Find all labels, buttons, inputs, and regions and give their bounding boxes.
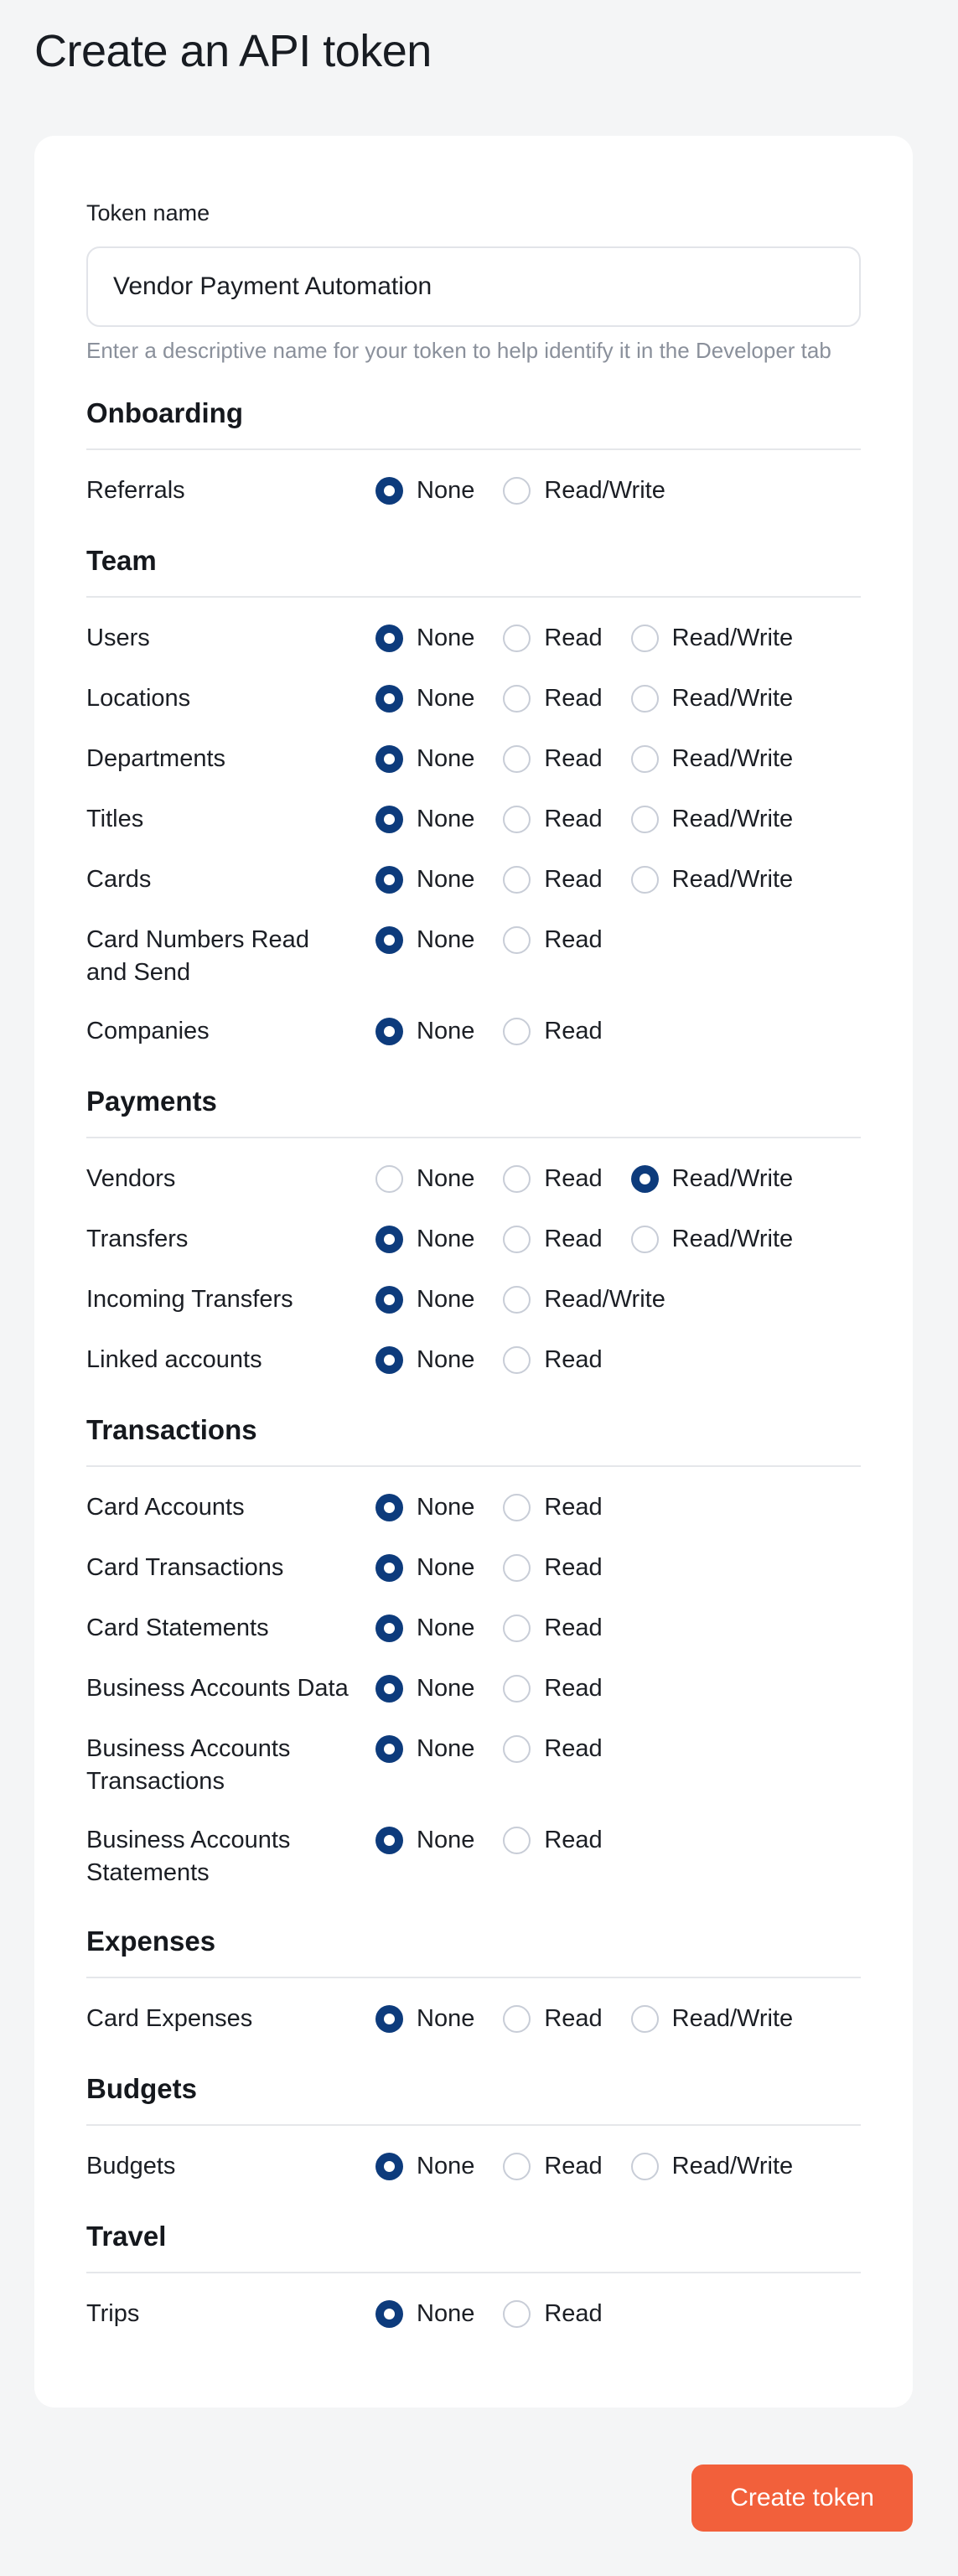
section-rows [86,1489,861,1889]
permission-options [375,1822,603,1858]
permission-option[interactable] [503,1552,602,1583]
token-name-input[interactable] [86,246,861,327]
radio-unselected-icon [503,1018,531,1045]
permission-option-label: None [417,1226,475,1252]
permission-row [86,740,861,777]
permission-row [86,680,861,717]
permission-options [375,921,603,958]
permission-row [86,472,861,509]
permission-option-label: Read [544,745,603,772]
permission-option-label: Read [544,866,603,893]
permission-sections [86,397,861,2332]
radio-selected-icon [375,1226,403,1253]
permission-option-label: None [417,926,475,953]
permission-option-label: Read [544,1827,603,1853]
permission-option-label: Read [544,1226,603,1252]
permission-options [375,1013,603,1050]
permission-option-label: Read/Write [544,477,665,504]
permission-row-label: Companies [86,1018,210,1044]
permission-option[interactable] [503,683,602,713]
permission-option[interactable] [503,2299,602,2329]
radio-selected-icon [631,1165,659,1193]
permission-option[interactable] [503,1164,602,1194]
permission-option[interactable] [375,744,474,774]
radio-selected-icon [375,2300,403,2328]
permission-row [86,2148,861,2185]
permission-option-label: None [417,2153,475,2179]
permission-row [86,861,861,898]
permission-row-label: Referrals [86,477,185,504]
permission-option-label: Read [544,685,603,712]
radio-unselected-icon [503,1226,531,1253]
section-rows [86,2000,861,2037]
footer-bar [34,2465,913,2532]
permission-option[interactable] [631,864,794,894]
permission-option[interactable] [375,1492,474,1522]
section-divider [86,596,861,598]
permission-option[interactable] [375,1016,474,1046]
radio-selected-icon [375,745,403,773]
permission-option-label: None [417,1554,475,1581]
radio-unselected-icon [503,2153,531,2180]
permission-option-label: Read/Write [671,866,794,893]
permission-options [375,1341,603,1378]
permission-option-label: Read [544,926,603,953]
permission-row-label: Linked accounts [86,1346,262,1373]
permission-option-label: Read/Write [671,2153,794,2179]
permission-row-label: Budgets [86,2153,176,2179]
section-divider [86,448,861,450]
permission-option[interactable] [503,1284,665,1314]
radio-selected-icon [375,625,403,652]
permission-options [375,1730,603,1767]
permission-option-label: Read [544,1346,603,1373]
radio-unselected-icon [503,1165,531,1193]
permission-row-label: Card Transactions [86,1554,284,1581]
permission-options [375,619,793,656]
permission-row [86,2295,861,2332]
section-heading: Onboarding [86,397,243,428]
radio-selected-icon [375,1675,403,1703]
radio-unselected-icon [631,745,659,773]
permission-option-label: Read/Write [671,806,794,832]
permission-option-label: Read/Write [671,685,794,712]
permission-option[interactable] [503,475,665,505]
radio-unselected-icon [503,1286,531,1314]
radio-unselected-icon [503,1346,531,1374]
permission-option[interactable] [375,1673,474,1703]
permission-options [375,1549,603,1586]
permission-option-label: Read [544,1018,603,1044]
section-divider [86,2124,861,2126]
radio-unselected-icon [503,1494,531,1521]
permission-row [86,1013,861,1050]
permission-option[interactable] [375,804,474,834]
permission-row-label: Card Accounts [86,1494,245,1521]
permission-option-label: Read [544,625,603,651]
permission-options [375,1160,793,1197]
section-rows [86,619,861,1050]
permission-option[interactable] [375,1825,474,1855]
permission-row-label: Trips [86,2300,140,2327]
permission-row [86,619,861,656]
permission-option[interactable] [375,1734,474,1764]
permission-options [375,680,793,717]
permission-options [375,472,665,509]
radio-unselected-icon [503,866,531,894]
radio-unselected-icon [503,2005,531,2033]
permission-row-label: Card Statements [86,1615,269,1641]
radio-unselected-icon [503,2300,531,2328]
permission-row-label: Vendors [86,1165,176,1192]
permission-row-label: Business Accounts Statements [86,1827,291,1886]
permission-option-label: None [417,1615,475,1641]
permission-option[interactable] [631,683,794,713]
permission-row [86,1822,861,1889]
radio-selected-icon [375,1346,403,1374]
permission-option-label: Read [544,1165,603,1192]
permission-row-label: Incoming Transfers [86,1286,293,1313]
radio-selected-icon [375,477,403,505]
permission-options [375,861,793,898]
permission-options [375,1281,665,1318]
token-name-helper: Enter a descriptive name for your token to help identify it in the Developer tab [86,338,831,363]
permission-row [86,2000,861,2037]
permission-option-label: Read [544,1675,603,1702]
section-heading: Payments [86,1086,217,1117]
permission-option[interactable] [503,1825,602,1855]
permission-option-label: Read [544,1554,603,1581]
permission-row [86,1670,861,1707]
permission-row [86,1281,861,1318]
permission-option[interactable] [375,683,474,713]
permission-option[interactable] [503,1492,602,1522]
permission-option[interactable] [631,1164,794,1194]
permission-option-label: Read [544,2300,603,2327]
permission-option-label: Read [544,2005,603,2032]
permission-option[interactable] [503,804,602,834]
radio-unselected-icon [503,1615,531,1642]
radio-selected-icon [375,1827,403,1854]
permission-option[interactable] [375,1613,474,1643]
radio-unselected-icon [631,1226,659,1253]
permission-row-label: Departments [86,745,226,772]
permission-row [86,1609,861,1646]
permission-options [375,1221,793,1257]
permission-options [375,801,793,837]
permission-option-label: None [417,1735,475,1762]
permission-option[interactable] [631,2151,794,2181]
permission-option[interactable] [375,925,474,955]
radio-selected-icon [375,2005,403,2033]
permission-option-label: Read/Write [544,1286,665,1313]
section-heading: Travel [86,2221,167,2252]
page-title: Create an API token [34,26,432,76]
permission-options [375,1609,603,1646]
permission-option-label: None [417,2300,475,2327]
permission-option[interactable] [631,744,794,774]
permission-option[interactable] [375,864,474,894]
section-divider [86,2272,861,2273]
radio-unselected-icon [503,745,531,773]
radio-selected-icon [375,1735,403,1763]
permission-option[interactable] [503,1016,602,1046]
permission-option-label: Read [544,1735,603,1762]
permission-option-label: None [417,1494,475,1521]
radio-unselected-icon [503,1735,531,1763]
token-name-label: Token name [86,200,210,225]
permission-option-label: None [417,1675,475,1702]
permission-row-label: Users [86,625,150,651]
create-token-button[interactable]: Create token [691,2465,913,2532]
permission-row [86,1549,861,1586]
radio-selected-icon [375,866,403,894]
permission-option[interactable] [503,623,602,653]
radio-unselected-icon [631,806,659,833]
permission-option[interactable] [503,864,602,894]
permission-option-label: Read/Write [671,625,794,651]
permission-option-label: Read [544,1615,603,1641]
section-heading: Expenses [86,1926,216,1957]
section-divider [86,1977,861,1978]
permission-option[interactable] [503,2003,602,2034]
permission-row-label: Business Accounts Transactions [86,1735,291,1795]
radio-selected-icon [375,1494,403,1521]
permission-options [375,2295,603,2332]
radio-selected-icon [375,2153,403,2180]
permission-option-label: None [417,1018,475,1044]
section-heading: Budgets [86,2073,197,2104]
permission-option[interactable] [375,623,474,653]
section-rows [86,1160,861,1378]
radio-unselected-icon [503,1827,531,1854]
radio-selected-icon [375,806,403,833]
radio-unselected-icon [631,2153,659,2180]
permission-option[interactable] [375,1284,474,1314]
permission-row [86,1160,861,1197]
permission-options [375,2148,793,2185]
permission-option-label: None [417,1286,475,1313]
radio-unselected-icon [503,1675,531,1703]
permission-row [86,1221,861,1257]
permission-option-label: Read [544,1494,603,1521]
radio-unselected-icon [503,1554,531,1582]
permission-option[interactable] [503,1345,602,1375]
permission-option-label: Read/Write [671,2005,794,2032]
radio-unselected-icon [631,625,659,652]
section-heading: Transactions [86,1414,257,1445]
section-heading: Team [86,545,157,576]
permission-option-label: None [417,2005,475,2032]
permission-option-label: None [417,625,475,651]
permission-option-label: None [417,745,475,772]
permission-row-label: Locations [86,685,191,712]
radio-selected-icon [375,685,403,713]
permission-option[interactable] [631,804,794,834]
permission-option[interactable] [375,1224,474,1254]
permission-option[interactable] [503,1613,602,1643]
permission-option-label: None [417,1346,475,1373]
permission-row [86,921,861,989]
radio-selected-icon [375,1286,403,1314]
permission-row-label: Card Numbers Read and Send [86,926,309,986]
radio-unselected-icon [631,866,659,894]
permission-row [86,1341,861,1378]
permission-option[interactable] [503,1673,602,1703]
permission-options [375,1670,603,1707]
radio-unselected-icon [375,1165,403,1193]
radio-unselected-icon [503,806,531,833]
permission-option[interactable] [375,1345,474,1375]
radio-unselected-icon [631,2005,659,2033]
permission-option[interactable] [375,1164,474,1194]
radio-unselected-icon [503,625,531,652]
permission-options [375,740,793,777]
permission-option[interactable] [375,2151,474,2181]
permission-option-label: None [417,806,475,832]
section-rows [86,472,861,509]
radio-selected-icon [375,926,403,954]
radio-unselected-icon [631,685,659,713]
permission-option[interactable] [375,1552,474,1583]
permission-option-label: None [417,685,475,712]
section-rows [86,2295,861,2332]
permission-option-label: Read/Write [671,1226,794,1252]
permission-option[interactable] [375,2299,474,2329]
permission-row [86,801,861,837]
permission-option[interactable] [503,744,602,774]
permission-row-label: Business Accounts Data [86,1675,349,1702]
section-divider [86,1137,861,1138]
permission-options [375,1489,603,1526]
permission-option[interactable] [631,2003,794,2034]
section-divider [86,1465,861,1467]
permission-row-label: Transfers [86,1226,189,1252]
permission-row-label: Cards [86,866,152,893]
section-rows [86,2148,861,2185]
permission-option[interactable] [375,2003,474,2034]
permission-option[interactable] [375,475,474,505]
radio-selected-icon [375,1018,403,1045]
permission-option-label: None [417,1165,475,1192]
permission-options [375,2000,793,2037]
permission-option[interactable] [631,1224,794,1254]
permission-row [86,1730,861,1798]
radio-unselected-icon [503,477,531,505]
radio-selected-icon [375,1615,403,1642]
radio-unselected-icon [503,685,531,713]
permission-option[interactable] [503,1734,602,1764]
permission-row [86,1489,861,1526]
permission-option-label: None [417,866,475,893]
permission-option-label: Read/Write [671,1165,794,1192]
permission-option[interactable] [503,1224,602,1254]
permission-option-label: None [417,477,475,504]
radio-unselected-icon [503,926,531,954]
permission-option[interactable] [503,2151,602,2181]
token-form-card [34,136,913,2408]
permission-option-label: Read [544,806,603,832]
permission-option-label: Read/Write [671,745,794,772]
radio-selected-icon [375,1554,403,1582]
permission-row-label: Card Expenses [86,2005,253,2032]
permission-row-label: Titles [86,806,144,832]
permission-option[interactable] [503,925,602,955]
permission-option-label: Read [544,2153,603,2179]
permission-option-label: None [417,1827,475,1853]
permission-option[interactable] [631,623,794,653]
